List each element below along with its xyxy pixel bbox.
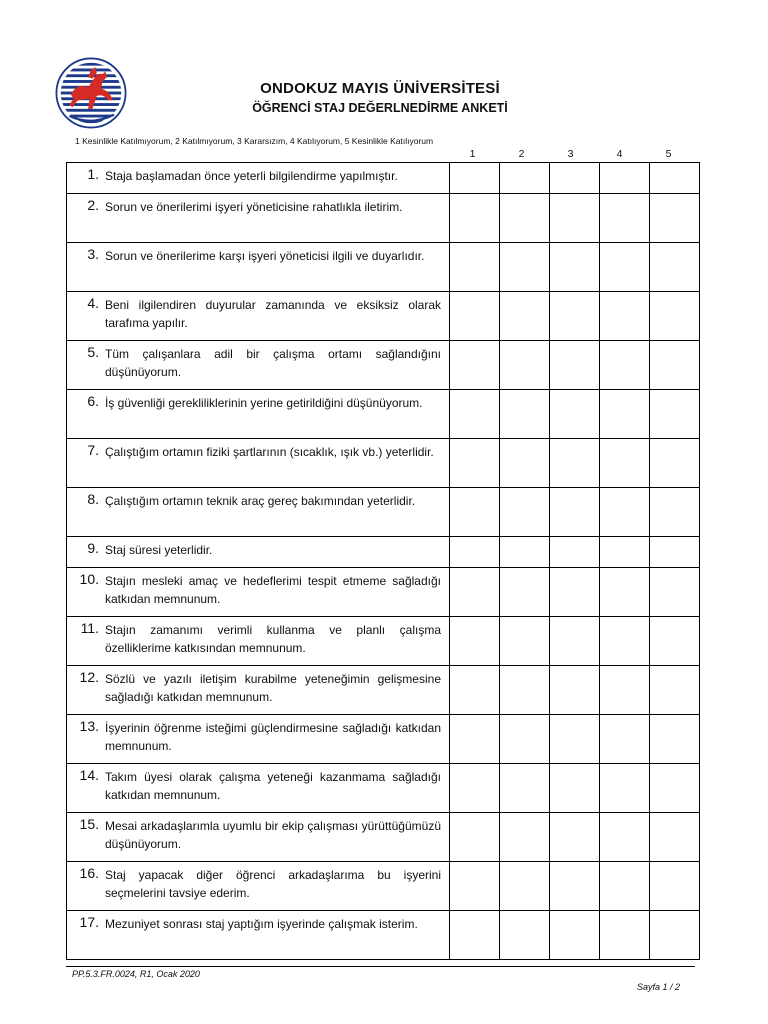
rating-cell-3[interactable] — [550, 617, 600, 666]
question-text: İş güvenliği gerekliliklerinin yerine getirildiğini düşünüyorum. — [105, 396, 423, 410]
question-cell — [67, 862, 450, 911]
rating-cell-5[interactable] — [650, 194, 700, 243]
question-cell — [67, 488, 450, 537]
question-number: 15. — [79, 816, 99, 832]
question-row — [67, 715, 700, 764]
rating-cell-1[interactable] — [450, 715, 500, 764]
rating-cell-1[interactable] — [450, 911, 500, 960]
question-number: 6. — [87, 393, 99, 409]
question-cell — [67, 813, 450, 862]
question-number: 1. — [87, 166, 99, 182]
rating-cell-2[interactable] — [500, 341, 550, 390]
rating-cell-1[interactable] — [450, 568, 500, 617]
rating-cell-2[interactable] — [500, 666, 550, 715]
question-text: Beni ilgilendiren duyurular zamanında ve eksiksiz olarak tarafıma yapılır. — [105, 298, 441, 330]
question-cell — [67, 617, 450, 666]
question-text: İşyerinin öğrenme isteğimi güçlendirmesine sağladığı katkıdan memnunum. — [105, 721, 441, 753]
question-text: Mesai arkadaşlarımla uyumlu bir ekip çalışması yürüttüğümüzü düşünüyorum. — [105, 819, 441, 851]
scale-header-1: 1 — [469, 148, 476, 160]
rating-cell-3[interactable] — [550, 163, 600, 194]
rating-cell-1[interactable] — [450, 439, 500, 488]
rating-cell-3[interactable] — [550, 194, 600, 243]
question-row — [67, 813, 700, 862]
rating-cell-4[interactable] — [600, 194, 650, 243]
question-cell — [67, 911, 450, 960]
scale-legend: 1 Kesinlikle Katılmıyorum, 2 Katılmıyorum, 3 Kararsızım, 4 Katılıyorum, 5 Kesinlikle Katılıyorum — [75, 136, 434, 146]
question-cell — [67, 568, 450, 617]
rating-cell-5[interactable] — [650, 617, 700, 666]
rating-cell-1[interactable] — [450, 666, 500, 715]
rating-cell-1[interactable] — [450, 862, 500, 911]
rating-cell-4[interactable] — [600, 488, 650, 537]
rating-cell-5[interactable] — [650, 537, 700, 568]
rating-cell-4[interactable] — [600, 568, 650, 617]
rating-cell-2[interactable] — [500, 390, 550, 439]
question-row — [67, 666, 700, 715]
rating-cell-3[interactable] — [550, 341, 600, 390]
rating-cell-3[interactable] — [550, 568, 600, 617]
question-cell — [67, 666, 450, 715]
question-cell — [67, 715, 450, 764]
question-row — [67, 617, 700, 666]
rating-cell-4[interactable] — [600, 243, 650, 292]
rating-cell-5[interactable] — [650, 439, 700, 488]
question-row — [67, 341, 700, 390]
question-text: Mezuniyet sonrası staj yaptığım işyerinde çalışmak isterim. — [105, 917, 418, 931]
question-cell — [67, 390, 450, 439]
rating-cell-2[interactable] — [500, 488, 550, 537]
rating-cell-3[interactable] — [550, 715, 600, 764]
question-text: Staj yapacak diğer öğrenci arkadaşlarıma bu işyerini seçmelerini tavsiye ederim. — [105, 868, 441, 900]
question-number: 13. — [79, 718, 99, 734]
question-cell — [67, 163, 450, 194]
question-text: Staj süresi yeterlidir. — [105, 543, 213, 557]
scale-header-5: 5 — [665, 148, 672, 160]
rating-cell-1[interactable] — [450, 764, 500, 813]
question-text: Çalıştığım ortamın teknik araç gereç bakımından yeterlidir. — [105, 494, 416, 508]
page-number: Sayfa 1 / 2 — [636, 982, 680, 992]
rating-cell-2[interactable] — [500, 911, 550, 960]
rating-cell-4[interactable] — [600, 390, 650, 439]
rating-cell-1[interactable] — [450, 243, 500, 292]
survey-table — [66, 162, 700, 960]
rating-cell-4[interactable] — [600, 617, 650, 666]
question-row — [67, 194, 700, 243]
rating-cell-5[interactable] — [650, 862, 700, 911]
question-number: 2. — [87, 197, 99, 213]
rating-cell-4[interactable] — [600, 862, 650, 911]
rating-cell-2[interactable] — [500, 862, 550, 911]
question-number: 7. — [87, 442, 99, 458]
rating-cell-1[interactable] — [450, 163, 500, 194]
scale-header-2: 2 — [518, 148, 525, 160]
rating-cell-2[interactable] — [500, 813, 550, 862]
question-number: 4. — [87, 295, 99, 311]
rating-cell-2[interactable] — [500, 243, 550, 292]
question-cell — [67, 439, 450, 488]
rating-cell-1[interactable] — [450, 341, 500, 390]
footer-divider — [66, 966, 695, 967]
rating-cell-3[interactable] — [550, 537, 600, 568]
question-text: Staja başlamadan önce yeterli bilgilendirme yapılmıştır. — [105, 169, 398, 183]
rating-cell-5[interactable] — [650, 764, 700, 813]
rating-cell-1[interactable] — [450, 813, 500, 862]
rating-cell-1[interactable] — [450, 617, 500, 666]
rating-cell-4[interactable] — [600, 439, 650, 488]
question-row — [67, 568, 700, 617]
question-row — [67, 292, 700, 341]
rating-cell-5[interactable] — [650, 390, 700, 439]
rating-cell-4[interactable] — [600, 911, 650, 960]
rating-cell-2[interactable] — [500, 292, 550, 341]
rating-cell-1[interactable] — [450, 488, 500, 537]
rating-cell-3[interactable] — [550, 439, 600, 488]
rating-cell-5[interactable] — [650, 568, 700, 617]
rating-cell-3[interactable] — [550, 813, 600, 862]
question-text: Sözlü ve yazılı iletişim kurabilme yeteneğimin gelişmesine sağladığı katkıdan memnunum. — [105, 672, 441, 704]
rating-cell-5[interactable] — [650, 292, 700, 341]
rating-cell-2[interactable] — [500, 764, 550, 813]
rating-cell-4[interactable] — [600, 341, 650, 390]
rating-cell-2[interactable] — [500, 439, 550, 488]
question-number: 5. — [87, 344, 99, 360]
rating-cell-3[interactable] — [550, 764, 600, 813]
rating-cell-3[interactable] — [550, 911, 600, 960]
rating-cell-1[interactable] — [450, 390, 500, 439]
rating-cell-4[interactable] — [600, 163, 650, 194]
rating-cell-5[interactable] — [650, 715, 700, 764]
rating-cell-4[interactable] — [600, 292, 650, 341]
question-row — [67, 911, 700, 960]
scale-header-4: 4 — [616, 148, 623, 160]
question-number: 16. — [79, 865, 99, 881]
question-number: 11. — [80, 620, 99, 636]
rating-cell-4[interactable] — [600, 764, 650, 813]
question-number: 3. — [87, 246, 99, 262]
scale-header-3: 3 — [567, 148, 574, 160]
rating-cell-5[interactable] — [650, 813, 700, 862]
question-row — [67, 488, 700, 537]
university-title: ONDOKUZ MAYIS ÜNİVERSİTESİ — [260, 80, 500, 97]
question-text: Takım üyesi olarak çalışma yeteneği kazanmama sağladığı katkıdan memnunum. — [105, 770, 441, 802]
rating-cell-3[interactable] — [550, 488, 600, 537]
question-text: Sorun ve önerilerimi işyeri yöneticisine rahatlıkla iletirim. — [105, 200, 403, 214]
rating-cell-3[interactable] — [550, 243, 600, 292]
question-cell — [67, 764, 450, 813]
question-row — [67, 243, 700, 292]
rating-cell-3[interactable] — [550, 666, 600, 715]
question-number: 12. — [79, 669, 99, 685]
rating-cell-2[interactable] — [500, 715, 550, 764]
question-text: Çalıştığım ortamın fiziki şartlarının (sıcaklık, ışık vb.) yeterlidir. — [105, 445, 434, 459]
question-cell — [67, 292, 450, 341]
rating-cell-3[interactable] — [550, 862, 600, 911]
rating-cell-4[interactable] — [600, 666, 650, 715]
rating-cell-2[interactable] — [500, 163, 550, 194]
rating-cell-1[interactable] — [450, 194, 500, 243]
question-number: 17. — [79, 914, 99, 930]
question-text: Stajın zamanımı verimli kullanma ve planlı çalışma özelliklerime katkısından memnunum. — [105, 623, 441, 655]
question-text: Stajın mesleki amaç ve hedeflerimi tespit etmeme sağladığı katkıdan memnunum. — [105, 574, 441, 606]
rating-cell-1[interactable] — [450, 537, 500, 568]
question-number: 9. — [87, 540, 99, 556]
rating-cell-3[interactable] — [550, 292, 600, 341]
question-number: 10. — [79, 571, 99, 587]
rating-cell-5[interactable] — [650, 488, 700, 537]
question-text: Tüm çalışanlara adil bir çalışma ortamı sağlandığını düşünüyorum. — [105, 347, 441, 379]
rating-cell-5[interactable] — [650, 243, 700, 292]
rating-cell-4[interactable] — [600, 813, 650, 862]
question-cell — [67, 194, 450, 243]
rating-cell-5[interactable] — [650, 911, 700, 960]
question-number: 8. — [87, 491, 99, 507]
rating-cell-2[interactable] — [500, 617, 550, 666]
rating-cell-4[interactable] — [600, 537, 650, 568]
rating-cell-2[interactable] — [500, 537, 550, 568]
document-code: PP.5.3.FR.0024, R1, Ocak 2020 — [72, 969, 200, 979]
question-number: 14. — [79, 767, 99, 783]
question-row — [67, 862, 700, 911]
question-cell — [67, 537, 450, 568]
rating-cell-4[interactable] — [600, 715, 650, 764]
rating-cell-2[interactable] — [500, 194, 550, 243]
question-row — [67, 537, 700, 568]
rating-cell-5[interactable] — [650, 341, 700, 390]
question-row — [67, 764, 700, 813]
rating-cell-3[interactable] — [550, 390, 600, 439]
question-row — [67, 163, 700, 194]
rating-cell-5[interactable] — [650, 163, 700, 194]
question-row — [67, 390, 700, 439]
university-logo — [55, 57, 127, 129]
question-cell — [67, 243, 450, 292]
rating-cell-5[interactable] — [650, 666, 700, 715]
survey-title: ÖĞRENCİ STAJ DEĞERLNEDİRME ANKETİ — [252, 101, 508, 115]
question-row — [67, 439, 700, 488]
question-cell — [67, 341, 450, 390]
rating-cell-2[interactable] — [500, 568, 550, 617]
rating-cell-1[interactable] — [450, 292, 500, 341]
question-text: Sorun ve önerilerime karşı işyeri yöneticisi ilgili ve duyarlıdır. — [105, 249, 425, 263]
